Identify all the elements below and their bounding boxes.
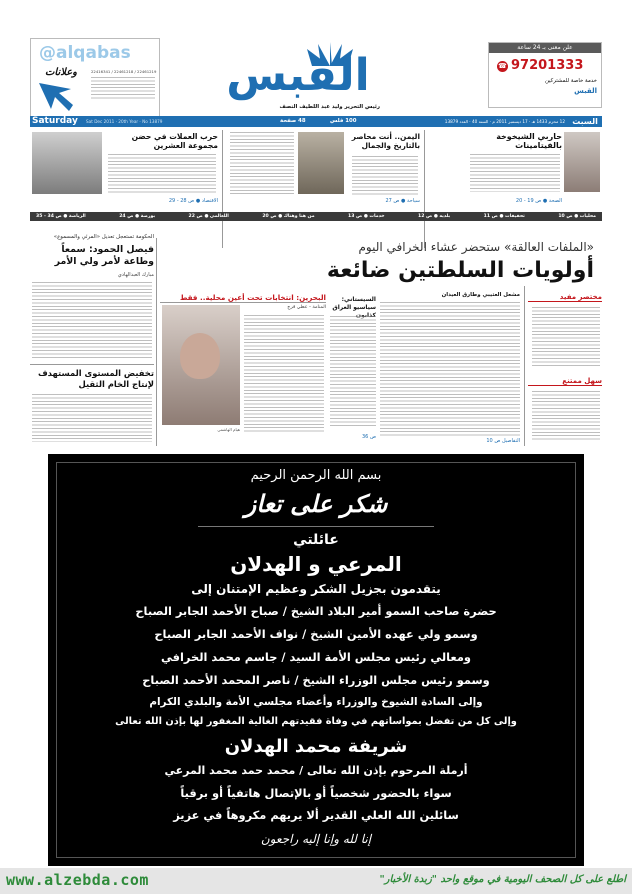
nav-item[interactable]: اللعالمي ● ص 22 (188, 214, 229, 219)
left-byline-1: مبارك العبدالهادي (117, 272, 154, 278)
classified-brand: القبس (574, 87, 597, 95)
left-title-1[interactable]: فيصل الحمود: سمعاً وطاعة لأمر ولي الأمر (54, 244, 154, 267)
teaser-health[interactable] (428, 130, 602, 248)
condo-family-label: عائلتي (293, 532, 339, 548)
footer-site[interactable]: www.alzebda.com (6, 871, 149, 889)
nav-item[interactable]: بلديه ● ص 12 (418, 214, 451, 219)
teaser-yemen[interactable] (226, 130, 422, 248)
teaser-currency-title: حرب العملات في حضن مجموعة العشرين (131, 132, 218, 150)
aside-ref[interactable]: ص 36 (361, 434, 376, 440)
condo-basmala: بسم الله الرحمن الرحيم (250, 468, 382, 483)
headline-byline: مشعل العتيبي وطارق العيدان (441, 292, 520, 298)
teaser-health-title: حاربي الشيخوخة بالفيتامينات (496, 132, 562, 150)
condo-also: وإلى السادة الشيوخ والوزراء وأعضاء مجلسي الأمة والبلدي الكرام (149, 696, 483, 708)
bahrain-photo-face-icon (180, 333, 220, 379)
left-title-2[interactable]: تخفيض المستوى المستهدف لإنتاج الخام الثقيل (37, 368, 154, 389)
bahrain-title: البحرين: انتخابات تحت أعين محلية.. فقط (160, 293, 326, 303)
editor-line: رئيس التحرير وليد عبد اللطيف النصف (279, 104, 380, 110)
ads-arrow-icon (37, 79, 77, 115)
newspaper-page (30, 38, 602, 868)
day-ar: السبت (572, 117, 598, 126)
condo-intro: يتقدمون بجزيل الشكر وعظيم الإمتنان إلى (191, 582, 441, 596)
condo-deceased: شريفة محمد الهدلان (224, 736, 408, 757)
teaser-health-ref[interactable]: الصحة ● ص 19 - 20 (515, 198, 562, 204)
phone-icon: ☎ (498, 62, 507, 70)
nav-item[interactable]: الرياضة ● ص 34 - 35 (36, 214, 86, 219)
nav-item[interactable]: من هنا وهناك ● ص 20 (262, 214, 315, 219)
condo-verse: إنا لله وإنا إليه راجعون (260, 832, 372, 846)
left-kicker-1: الحكومة تستعجل تعديل «المرئي والمسموع» (53, 234, 154, 240)
teaser-currency-ref[interactable]: الاقتصاد ● ص 28 - 29 (168, 198, 218, 204)
logo[interactable] (200, 40, 380, 110)
date-ar: 12 محرم 1433 هـ · 17 ديسمبر 2011 م · السنة 40 · العدد 13879 (444, 119, 565, 124)
bahrain-caption: هيام الهاشمي (217, 427, 240, 432)
classified-title: علن معنى بـ 24 ساعة (489, 43, 601, 53)
date-en: Sat Dec 2011 · 20th Year · No 13879 (86, 119, 163, 124)
aside-title[interactable]: السيستاني: سياسيو العراق (332, 296, 376, 311)
headline-kicker: «الملفات العالقة» ستحضر عشاء الخرافي اليوم (358, 240, 594, 254)
condo-thanks-2: وسمو ولي عهده الأمين الشيخ / نواف الأحمد الجابر الصباح (154, 627, 478, 641)
ads-phones: 22416341 / 22461218 / 22461219 (91, 69, 157, 74)
twitter-handle[interactable]: @alqabas (39, 43, 131, 63)
footer-bar (0, 868, 632, 894)
headline-ref[interactable]: التفاصيل ص 10 (486, 438, 520, 444)
nav-item[interactable]: خدمات ● ص 13 (348, 214, 385, 219)
teaser-yemen-ref[interactable]: سياحة ● ص 27 (385, 198, 420, 204)
condo-thanks-3: ومعالي رئيس مجلس الأمة السيد / جاسم محمد الخرافي (161, 650, 471, 664)
logo-text: القبس (226, 50, 370, 101)
classified-phone[interactable]: 97201333 (511, 58, 584, 73)
condo-thanks-1: حضرة صاحب السمو أمير البلاد الشيخ / صباح الأحمد الجابر الصباح (135, 604, 497, 618)
ads-label: وعلانات (45, 67, 78, 78)
teaser-currency[interactable] (30, 130, 220, 248)
condo-widow: أرملة المرحوم بإذن الله تعالى / محمد حمد محمد المرعي (164, 764, 468, 777)
nav-item[interactable]: تحقيقات ● ص 11 (483, 214, 525, 219)
pages-count: 48 صفحة (280, 118, 306, 124)
left-column (30, 234, 154, 446)
nav-item[interactable]: بورصة ● ص 24 (119, 214, 156, 219)
classified-sub: خدمة خاصة للمشتركين (544, 78, 597, 84)
teaser-yemen-title: اليمن.. أنت محاصر بالتاريخ والجمال (351, 132, 420, 150)
section-nav (30, 212, 602, 221)
ads-box (30, 38, 160, 122)
condo-family: المرعي و الهدلان (230, 552, 402, 576)
nav-item[interactable]: محليات ● ص 10 (558, 214, 596, 219)
teaser-currency-photo (32, 132, 102, 194)
condo-heading: شكر على تعاز (244, 490, 388, 518)
condo-contact: سواء بالحضور شخصياً أو بالإتصال هاتفياً أو برقياً (180, 786, 452, 800)
day-en: Saturday (32, 116, 78, 126)
teaser-health-photo (564, 132, 600, 192)
right-column (528, 293, 602, 443)
condo-divider (198, 526, 434, 527)
headline-main[interactable]: أولويات السلطتين ضائعة (326, 258, 594, 283)
price: 100 فلس (330, 118, 357, 124)
condo-deceased-intro: وإلى كل من تفضل بمواساتهم في وفاة فقيدتهم الغالية المغفور لها بإذن الله تعالى (115, 716, 517, 727)
condo-thanks-4: وسمو رئيس مجلس الوزراء الشيخ / ناصر المحمد الأحمد الصباح (142, 673, 490, 687)
right-col-title-2: سهل ممتنع (528, 377, 602, 386)
bahrain-byline: المنامة - عطي فرج (287, 305, 326, 310)
teaser-yemen-photo (298, 132, 344, 194)
condolence-ad (48, 454, 584, 866)
footer-text[interactable]: اطلع على كل الصحف اليومية في موقع واحد "زبدة الأخبار" (379, 874, 626, 885)
right-col-title-1: مختصر مفيد (528, 293, 602, 302)
classified-box[interactable] (488, 42, 602, 108)
bahrain-story[interactable] (160, 293, 326, 443)
condo-prayer: سائلين الله العلي القدير ألا يريهم مكروهاً في عزيز (173, 808, 459, 822)
